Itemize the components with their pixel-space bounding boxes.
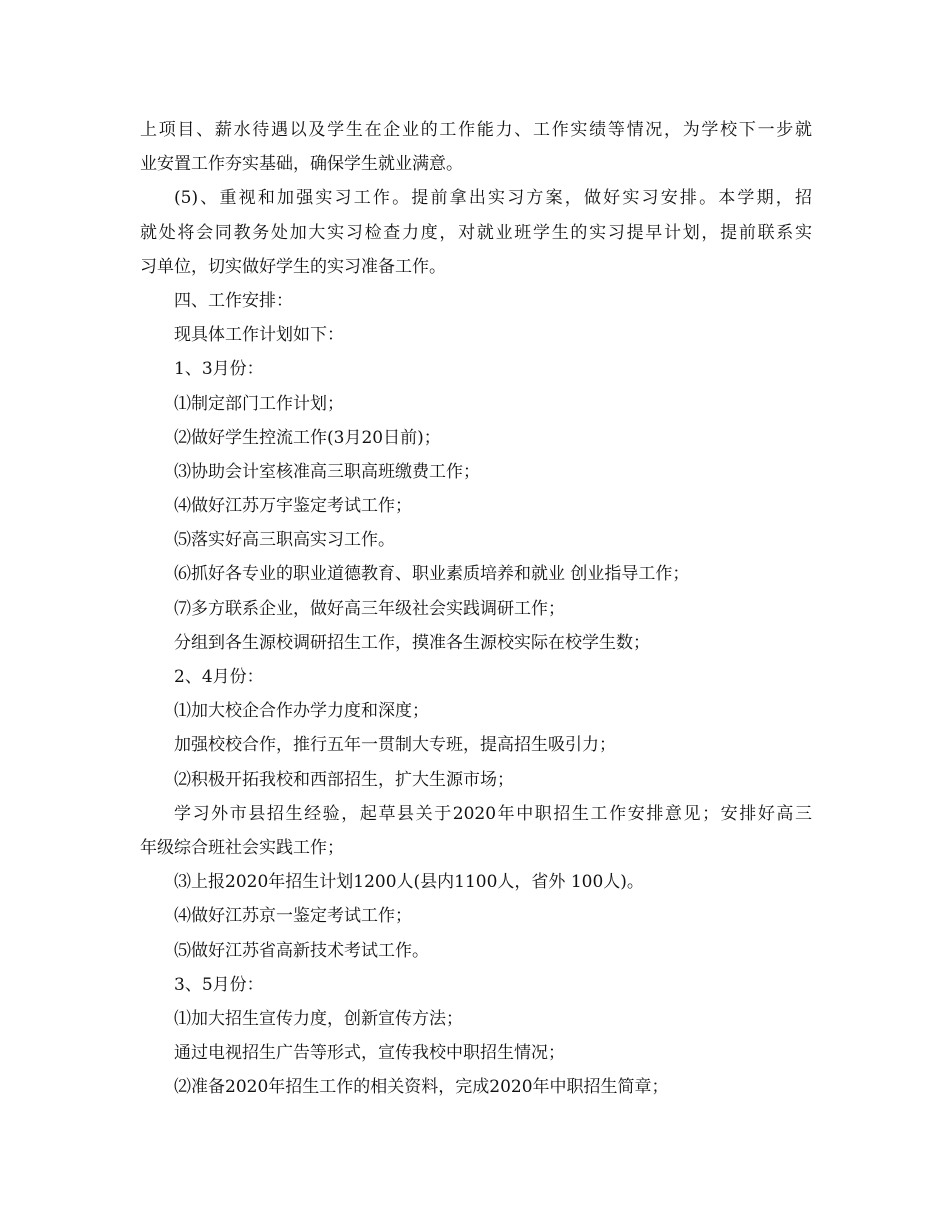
list-item: ⑶协助会计室核准高三职高班缴费工作； [174,461,480,482]
list-item: ⑸落实好高三职高实习工作。 [174,530,395,551]
paragraph-line: 年级综合班社会实践工作； [140,837,344,858]
list-item: ⑴加大校企合作办学力度和深度； [174,701,429,722]
paragraph-line: 上项目、薪水待遇以及学生在企业的工作能力、工作实绩等情况，为学校下一步就 [140,120,812,140]
document-body [140,113,812,1104]
list-item: ⑴制定部门工作计划； [174,393,344,414]
paragraph-line: 学习外市县招生经验，起草县关于2020年中职招生工作安排意见；安排好高三 [174,803,812,824]
month-heading: 2、4月份： [174,667,264,687]
list-item: ⑹抓好各专业的职业道德教育、职业素质培养和就业 创业指导工作； [174,564,690,585]
list-item: ⑸做好江苏省高新技术考试工作。 [174,940,429,961]
paragraph-line: 通过电视招生广告等形式，宣传我校中职招生情况； [174,1043,565,1064]
paragraph-line: 现具体工作计划如下： [174,325,344,346]
list-item: ⑷做好江苏万宇鉴定考试工作； [174,496,412,517]
list-item: ⑵准备2020年招生工作的相关资料，完成2020年中职招生简章； [174,1077,669,1098]
paragraph-line: 就处将会同教务处加大实习检查力度，对就业班学生的实习提早计划，提前联系实 [140,222,812,243]
paragraph-line: 分组到各生源校调研招生工作，摸准各生源校实际在校学生数； [174,632,650,653]
paragraph-line: 加强校校合作，推行五年一贯制大专班，提高招生吸引力； [174,735,616,756]
list-item: ⑺多方联系企业，做好高三年级社会实践调研工作； [174,598,565,619]
list-item: ⑷做好江苏京一鉴定考试工作； [174,906,412,927]
paragraph-line: 习单位，切实做好学生的实习准备工作。 [140,256,446,277]
section-heading: 四、工作安排： [174,290,293,311]
list-item: ⑵做好学生控流工作(3月20日前)； [174,427,441,448]
month-heading: 3、5月份： [174,974,264,995]
list-item: ⑶上报2020年招生计划1200人(县内1100人，省外 100人)。 [174,872,644,893]
list-item: ⑴加大招生宣传力度，创新宣传方法； [174,1008,463,1029]
paragraph-line: (5)、重视和加强实习工作。提前拿出实习方案，做好实习安排。本学期，招 [174,188,812,209]
month-heading: 1、3月份： [174,359,264,380]
list-item: ⑵积极开拓我校和西部招生，扩大生源市场； [174,769,514,790]
paragraph-line: 业安置工作夯实基础，确保学生就业满意。 [140,154,463,175]
